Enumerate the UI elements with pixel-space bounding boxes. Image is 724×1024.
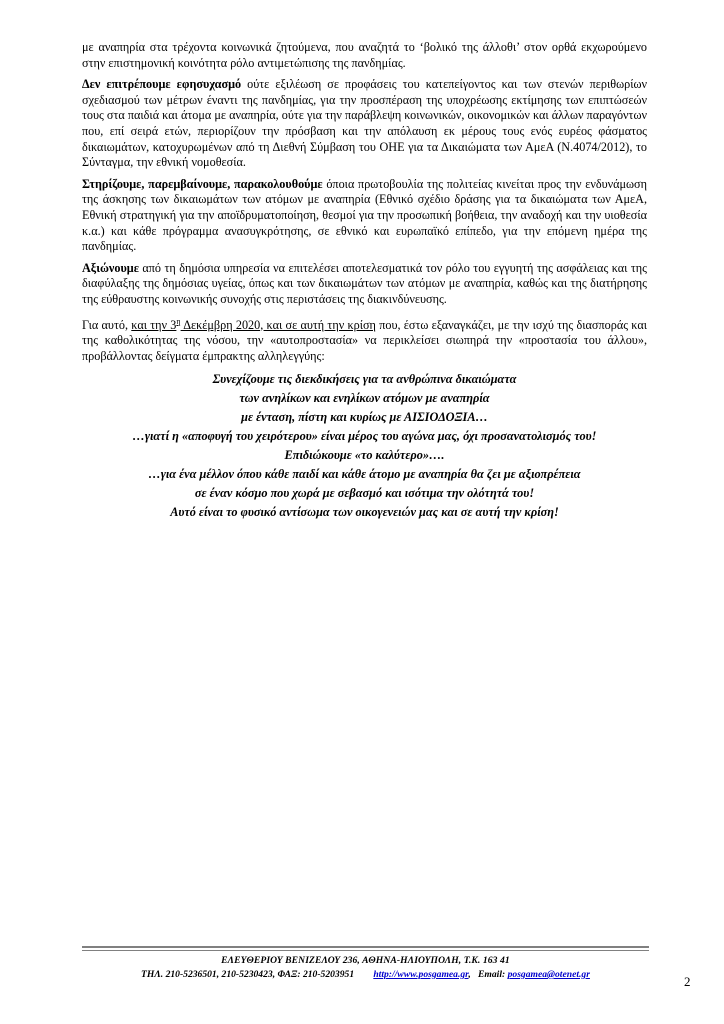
closing-line: Συνεχίζουμε τις διεκδικήσεις για τα ανθρώπινα δικαιώματα: [212, 372, 517, 387]
footer-email-label: Email:: [478, 969, 506, 980]
closing-line: …για ένα μέλλον όπου κάθε παιδί και κάθε άτομο με αναπηρία θα ζει με αξιοπρέπεια: [148, 467, 581, 482]
footer-address: ΕΛΕΥΘΕΡΙΟΥ ΒΕΝΙΖΕΛΟΥ 236, ΑΘΗΝΑ-ΗΛΙΟΥΠΟΛΗ, Τ.Κ. 163 41: [221, 955, 510, 966]
footer-divider-thin: [82, 950, 649, 951]
paragraph-december-text: που, έστω εξαναγκάζει, με την ισχύ της διασποράς και της καθολικότητας της νόσου, την «αυτοπροστασία» να περικλείσει σιωπηρά την «προστασία του άλλου», προβάλλοντας δείγματα έμπρακτης αλληλεγγύης:: [82, 317, 647, 363]
closing-line: με ένταση, πίστη και κυρίως με ΑΙΣΙΟΔΟΞΙΑ…: [241, 410, 488, 425]
closing-line: των ανηλίκων και ενηλίκων ατόμων με αναπηρία: [239, 391, 490, 406]
footer-website-link[interactable]: http://www.posgamea.gr: [373, 969, 469, 980]
paragraph-december-date-1: και την 3: [131, 317, 177, 332]
paragraph-no-complacency-lead: Δεν επιτρέπουμε εφησυχασμό: [82, 77, 242, 92]
paragraph-intro-text: με αναπηρία στα τρέχοντα κοινωνικά ζητούμενα, που αναζητά το ‘βολικό της άλλοθι’ στον ορθά εκχωρούμενο στην επιστημονική κοινότητα ρόλο αντιμετώπισης της πανδημίας.: [82, 40, 647, 70]
paragraph-december-date-2: Δεκέμβρη 2020, και σε αυτή την κρίση: [180, 317, 376, 332]
document-body: [82, 40, 647, 522]
footer-comma: ,: [468, 969, 471, 980]
footer-phones: ΤΗΛ. 210-5236501, 210-5230423, ΦΑΞ: 210-5203951: [141, 969, 355, 980]
footer-email-link[interactable]: posgamea@otenet.gr: [507, 969, 590, 980]
paragraph-december-sup: η: [176, 316, 181, 326]
footer-divider: [82, 946, 649, 948]
paragraph-demand: [82, 261, 647, 308]
paragraph-demand-lead: Αξιώνουμε: [82, 260, 139, 275]
closing-statements: [82, 370, 647, 522]
paragraph-no-complacency: [82, 77, 647, 171]
paragraph-support-text: όποια πρωτοβουλία της πολιτείας κινείται προς την ενδυνάμωση της άσκησης των δικαιωμάτων των ατόμων με αναπηρία (Εθνικό σχέδιο δράσης για τα δικαιώματα των ΑμεΑ, Εθνική στρατηγική για την αποϊδρυματοποίηση, θεσμοί για την προσωπική βοήθεια, την αναδοχή και την υιοθεσία κ.α.) και κάθε πρόγραμμα ανασυγκρότησης, σε εθνικό και ευρωπαϊκό επίπεδο, για την επόμενη ημέρα της πανδημίας.: [82, 176, 647, 254]
closing-line: Επιδιώκουμε «το καλύτερο»….: [284, 448, 445, 463]
closing-line: Αυτό είναι το φυσικό αντίσωμα των οικογενειών μας και σε αυτή την κρίση!: [170, 505, 559, 520]
footer-contacts: [82, 969, 649, 981]
closing-line: …γιατί η «αποφυγή του χειρότερου» είναι μέρος του αγώνα μας, όχι προσανατολισμός του!: [132, 429, 597, 444]
page-number: 2: [684, 974, 691, 989]
closing-line: σε έναν κόσμο που χωρά με σεβασμό και ισότιμα την ολότητά του!: [194, 486, 535, 501]
paragraph-demand-text: από τη δημόσια υπηρεσία να επιτελέσει αποτελεσματικά τον ρόλο του εγγυητή της ασφάλειας και της διαφύλαξης της δημόσιας υγείας, όπως και των δικαιωμάτων των ατόμων με αναπηρία, καθώς και της διατήρησης της εύθραυστης κοινωνικής συνοχής στις περιστάσεις της διακινδύνευσης.: [82, 260, 647, 306]
paragraph-december: [82, 314, 647, 365]
paragraph-december-start: Για αυτό,: [82, 317, 132, 332]
paragraph-support-lead: Στηρίζουμε, παρεμβαίνουμε, παρακολουθούμε: [82, 176, 323, 191]
paragraph-intro: [82, 40, 647, 71]
paragraph-no-complacency-text: ούτε εξιλέωση σε προφάσεις του κατεπείγοντος και των στενών περιθωρίων σχεδιασμού των μέτρων έναντι της πανδημίας, για την προσπέραση της υποχρέωσης εκτίμησης των επιπτώσεών τους στα παιδιά και άτομα με αναπηρία, ούτε για την παράβλεψη κοινωνικών, οικονομικών και άλλων παραγόντων που, επί σειρά ετών, περιορίζουν την πρόσβαση και την απόλαυση εκ μέρους τους ενός ευρέος φάσματος δικαιωμάτων, κατοχυρωμένων από τη Διεθνή Σύμβαση του ΟΗΕ για τα Δικαιώματα των ΑμεΑ (Ν.4074/2012), το Σύνταγμα, την εθνική νομοθεσία.: [82, 77, 647, 170]
paragraph-support: [82, 177, 647, 255]
